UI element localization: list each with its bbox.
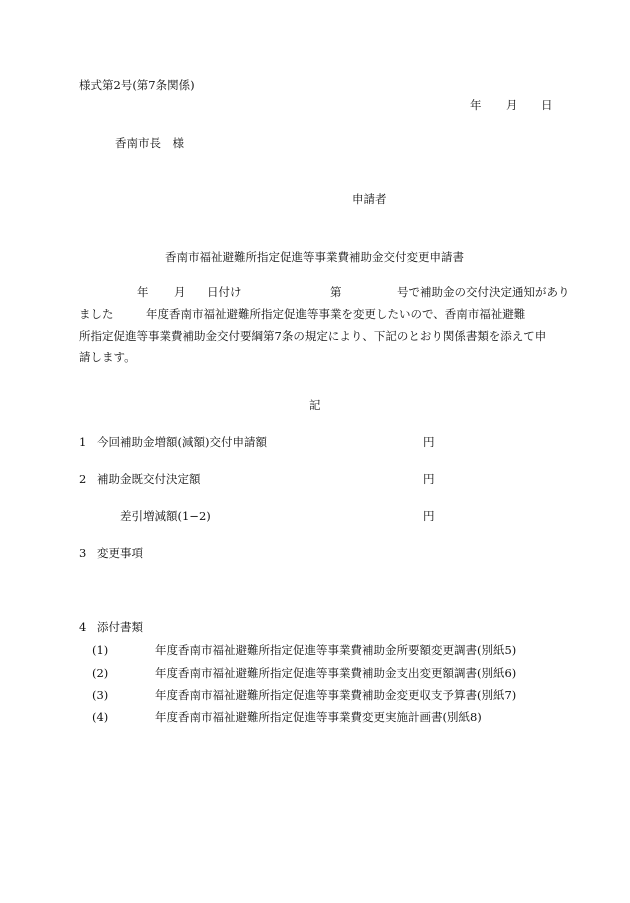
item-label: 補助金既交付決定額	[97, 472, 201, 486]
item-number: 1	[79, 435, 87, 449]
applicant-label: 申請者	[352, 192, 387, 206]
body-line-1-rest: 号で補助金の交付決定通知があり	[397, 285, 570, 299]
attachment-number: (4)	[92, 710, 109, 724]
section-label: 添付書類	[97, 620, 143, 634]
date-day: 日	[541, 98, 553, 112]
body-line-2-rest: 年度香南市福祉避難所指定促進等事業を変更したいので、香南市福祉避難	[146, 307, 526, 321]
attachment-number: (2)	[92, 666, 109, 680]
item-label: 今回補助金増額(減額)交付申請額	[97, 435, 267, 449]
date-month: 月	[506, 98, 518, 112]
addressee: 香南市長 様	[115, 136, 184, 150]
body-day-attached: 日付け	[207, 285, 242, 299]
attachment-number: (1)	[92, 643, 109, 657]
body-line-3: 所指定促進等事業費補助金交付要綱第7条の規定により、下記のとおり関係書類を添えて申	[79, 329, 547, 343]
attachment-text: 年度香南市福祉避難所指定促進等事業費補助金支出変更額調書(別紙6)	[155, 666, 517, 680]
item-label: 差引増減額(1−2)	[120, 509, 211, 523]
document-title: 香南市福祉避難所指定促進等事業費補助金交付変更申請書	[165, 250, 464, 264]
body-dai: 第	[330, 285, 342, 299]
item-unit: 円	[423, 472, 435, 486]
section-number: 4	[79, 620, 87, 634]
attachment-number: (3)	[92, 688, 109, 702]
body-year-blank: 年	[137, 285, 149, 299]
attachment-text: 年度香南市福祉避難所指定促進等事業費補助金所要額変更調書(別紙5)	[155, 643, 517, 657]
body-month-blank: 月	[174, 285, 186, 299]
date-year: 年	[470, 98, 482, 112]
section-label: 変更事項	[97, 546, 143, 560]
body-line-2-start: ました	[79, 307, 114, 321]
body-line-4: 請します。	[79, 350, 136, 364]
section-number: 3	[79, 546, 87, 560]
form-number: 様式第2号(第7条関係)	[79, 78, 195, 92]
ki-heading: 記	[309, 398, 321, 412]
item-unit: 円	[423, 435, 435, 449]
item-number: 2	[79, 472, 87, 486]
item-unit: 円	[423, 509, 435, 523]
attachment-text: 年度香南市福祉避難所指定促進等事業費変更実施計画書(別紙8)	[155, 710, 482, 724]
attachment-text: 年度香南市福祉避難所指定促進等事業費補助金変更収支予算書(別紙7)	[155, 688, 517, 702]
